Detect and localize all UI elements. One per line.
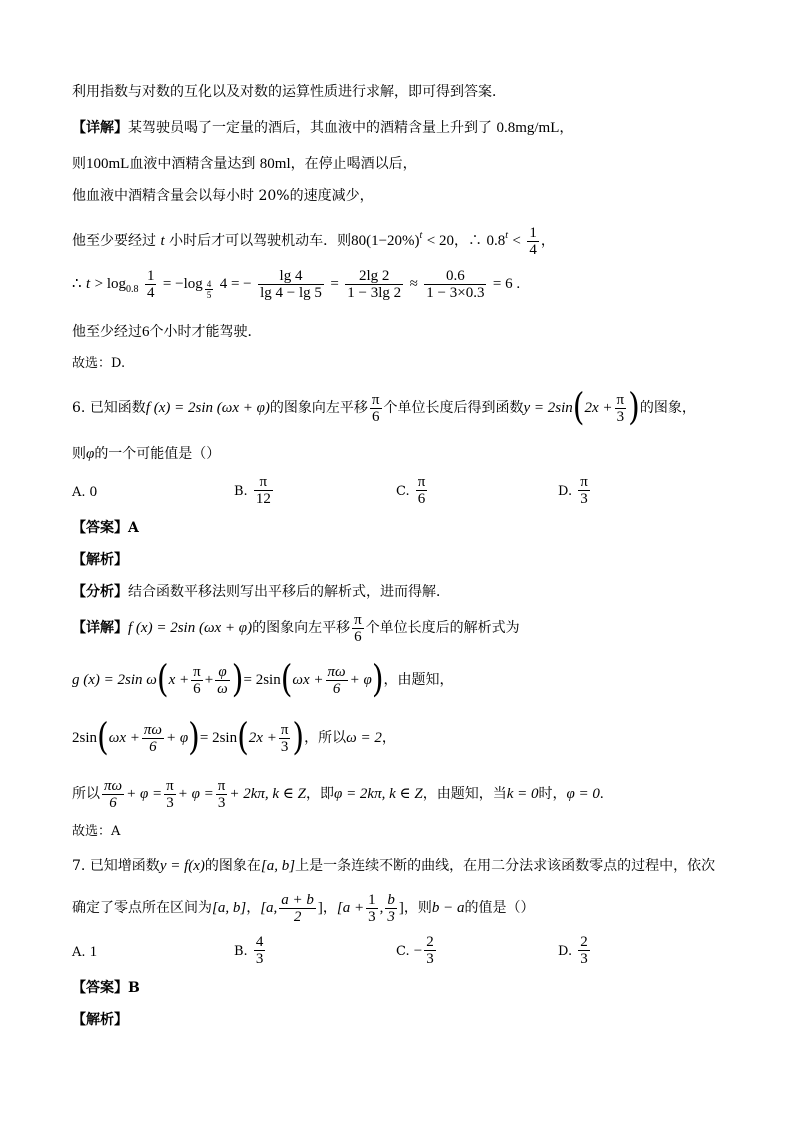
text: 个单位长度后得到函数 bbox=[383, 400, 524, 416]
text-fragment: ωx + bbox=[108, 730, 140, 746]
text-fragment: 的图象向左平移 bbox=[252, 620, 351, 636]
text-fragment: + φ bbox=[165, 730, 189, 746]
text-fragment: [a, b] bbox=[212, 900, 247, 916]
text-fragment: ，由题知，当 bbox=[422, 786, 507, 802]
detail-line-5 bbox=[72, 264, 520, 310]
question-6-line-1 bbox=[72, 385, 696, 430]
text: 的图象向左平移 bbox=[269, 400, 368, 416]
text-fragment: ωx + bbox=[292, 672, 324, 688]
q6-answer bbox=[72, 518, 139, 538]
text-fragment: B. bbox=[234, 484, 248, 499]
parenthesis: ( bbox=[572, 385, 585, 430]
math: < 20 bbox=[426, 233, 454, 249]
math: 100mL bbox=[86, 156, 130, 172]
text-fragment: 【详解】 bbox=[72, 620, 128, 636]
text: 他至少要经过 bbox=[72, 233, 156, 249]
text-fragment: D. bbox=[558, 944, 573, 959]
text-fragment: πω bbox=[143, 721, 162, 738]
text-fragment: 【答案】A bbox=[72, 520, 139, 536]
math: = −log bbox=[162, 276, 203, 292]
parenthesis: ) bbox=[188, 715, 200, 760]
detail-line-6 bbox=[72, 322, 262, 342]
parenthesis: ( bbox=[97, 715, 109, 760]
parenthesis: ) bbox=[371, 657, 384, 702]
text: ， bbox=[559, 120, 574, 136]
fraction bbox=[258, 268, 324, 301]
text-fragment: 已知增函数 bbox=[89, 858, 160, 874]
q6-choice-c[interactable] bbox=[396, 474, 429, 507]
q7-choice-b[interactable] bbox=[234, 934, 267, 967]
text-fragment: π bbox=[616, 391, 625, 408]
fraction bbox=[191, 664, 203, 697]
text-fragment: = 2sin bbox=[199, 730, 238, 746]
math: 4 = − bbox=[219, 276, 252, 292]
text-fragment: lg 4 bbox=[258, 268, 324, 285]
text-fragment: 0 bbox=[89, 484, 98, 500]
q7-analysis-heading bbox=[72, 1010, 128, 1030]
text-fragment: 7. bbox=[72, 858, 86, 874]
q6-choice-d[interactable] bbox=[558, 474, 592, 507]
detail-line-4 bbox=[72, 218, 555, 259]
question-7-line-2 bbox=[72, 888, 535, 928]
math: ∴ bbox=[72, 276, 82, 292]
choose-line bbox=[72, 354, 125, 374]
text-fragment: ， bbox=[246, 900, 261, 916]
text-fragment: 6 bbox=[193, 680, 201, 697]
math: = 6 . bbox=[492, 276, 521, 292]
text-fragment: π bbox=[354, 611, 362, 628]
text-fragment: 上是一条连续不断的曲线，在用二分法求该函数零点的过程中，依次 bbox=[295, 858, 716, 874]
text-fragment: 6 bbox=[332, 680, 341, 697]
parenthesis: ) bbox=[231, 657, 244, 702]
fraction bbox=[370, 392, 382, 425]
text-fragment: 时， bbox=[538, 786, 567, 802]
text-fragment: 6 bbox=[417, 491, 426, 507]
math: φ bbox=[86, 446, 95, 462]
text-fragment: 3 bbox=[280, 738, 289, 755]
text-fragment: π bbox=[193, 663, 201, 680]
text-fragment: 3 bbox=[255, 951, 264, 967]
detail-line-2 bbox=[72, 154, 417, 174]
fraction bbox=[102, 778, 124, 811]
text: 则 bbox=[72, 156, 86, 172]
text-fragment: f (x) = 2sin (ωx + φ) bbox=[128, 620, 253, 636]
fraction bbox=[215, 664, 230, 697]
text: 个小时才能驾驶． bbox=[149, 324, 262, 340]
text-fragment: πω bbox=[327, 663, 346, 680]
text: 的图象， bbox=[639, 400, 696, 416]
text-fragment: g (x) = 2sin ω bbox=[72, 672, 157, 688]
text-fragment: 6 bbox=[149, 738, 157, 755]
text-fragment: 所以 bbox=[72, 786, 100, 802]
parenthesis: ) bbox=[628, 385, 640, 430]
text-fragment: . bbox=[599, 786, 604, 802]
math: < bbox=[512, 233, 521, 249]
exponent: t bbox=[505, 230, 508, 241]
math: ≈ bbox=[409, 276, 418, 292]
fraction bbox=[164, 778, 176, 811]
fraction bbox=[424, 268, 486, 301]
q6-detail-line-4 bbox=[72, 774, 604, 814]
math: 80ml bbox=[259, 156, 291, 172]
math: 2x + bbox=[584, 400, 613, 416]
math-sub: 0.8 bbox=[126, 284, 139, 295]
text-fragment: 4 bbox=[529, 241, 537, 258]
math-var: t bbox=[86, 276, 91, 292]
text: 已知函数 bbox=[89, 400, 146, 416]
fraction bbox=[416, 474, 428, 507]
text-fragment: 6 bbox=[354, 628, 362, 645]
text-fragment: 2lg 2 bbox=[345, 268, 403, 285]
text: 故选：D. bbox=[72, 356, 126, 371]
fraction bbox=[279, 892, 316, 925]
text-fragment: 3 bbox=[616, 408, 625, 425]
fraction bbox=[216, 778, 228, 811]
text-fragment: 6 bbox=[371, 408, 380, 425]
text-fragment: 的图象在 bbox=[204, 858, 261, 874]
text-fragment: a + b bbox=[281, 891, 314, 908]
text-fragment: 3 bbox=[580, 951, 588, 967]
q6-detail-line-2 bbox=[72, 657, 454, 702]
text-fragment: ，由题知， bbox=[383, 672, 454, 688]
text: 他血液中酒精含量会以每小时 20%的速度减少， bbox=[72, 188, 374, 204]
q6-choice-b[interactable] bbox=[234, 474, 275, 507]
text-fragment: b bbox=[387, 891, 395, 908]
q7-choice-c[interactable] bbox=[396, 934, 438, 967]
text: 利用指数与对数的互化以及对数的运算性质进行求解，即可得到答案． bbox=[72, 84, 506, 100]
text-fragment: ω = 2 bbox=[346, 730, 382, 746]
text-fragment: lg 4 − lg 5 bbox=[260, 284, 322, 301]
text-fragment: 4 bbox=[255, 934, 264, 950]
text-fragment: 2 bbox=[426, 934, 434, 950]
q7-choice-d[interactable] bbox=[558, 934, 592, 967]
text: 小时后才可以驾驶机动车．则 bbox=[169, 233, 352, 249]
fraction bbox=[279, 722, 291, 755]
q6-detail-line-3 bbox=[72, 715, 396, 760]
text-fragment: + 2kπ, k ∈ Z bbox=[229, 786, 307, 802]
question-number: 6. bbox=[72, 400, 86, 416]
text-fragment: [a, b] bbox=[260, 858, 296, 874]
text-fragment: 12 bbox=[255, 491, 271, 507]
text-fragment: D. bbox=[558, 484, 573, 499]
text-fragment: 1 − 3×0.3 bbox=[426, 284, 485, 301]
text-fragment: ω bbox=[217, 680, 228, 697]
text-fragment: A. bbox=[72, 485, 86, 500]
text-fragment: π bbox=[417, 474, 426, 490]
solution-intro-line bbox=[72, 82, 506, 102]
fraction bbox=[385, 892, 397, 925]
detail-line-1 bbox=[72, 118, 573, 138]
text-fragment: 1 − 3lg 2 bbox=[347, 284, 402, 301]
text-fragment: + φ = bbox=[126, 786, 163, 802]
text-fragment: 个单位长度后的解析式为 bbox=[365, 620, 520, 636]
parenthesis: ) bbox=[292, 715, 305, 760]
text-fragment: ，所以 bbox=[304, 730, 347, 746]
text-fragment: φ bbox=[215, 664, 230, 681]
text-fragment: b − a bbox=[431, 900, 465, 916]
text-fragment: ，则 bbox=[403, 900, 432, 916]
text-fragment: 3 bbox=[426, 951, 434, 967]
fraction bbox=[254, 474, 273, 507]
text-fragment: , bbox=[379, 900, 384, 916]
text-fragment: π bbox=[254, 474, 273, 491]
text-fragment: ， bbox=[322, 900, 337, 916]
text-fragment: = 2sin bbox=[243, 672, 281, 688]
text: 他至少经过 bbox=[72, 324, 142, 340]
text-fragment: x + bbox=[168, 672, 190, 688]
math: f (x) = 2sin (ωx + φ) bbox=[145, 400, 270, 416]
text-fragment: + φ bbox=[349, 672, 372, 688]
math-var: t bbox=[160, 233, 165, 249]
parenthesis: ( bbox=[280, 657, 293, 702]
text-fragment: 的值是（） bbox=[464, 900, 535, 916]
fraction bbox=[615, 392, 627, 425]
math: 6 bbox=[142, 324, 150, 340]
text-fragment: ，即 bbox=[306, 786, 335, 802]
question-7-line-1 bbox=[72, 856, 715, 876]
text-fragment: C. bbox=[396, 944, 410, 959]
text-fragment: π bbox=[371, 391, 380, 408]
fraction bbox=[578, 474, 590, 507]
text: 血液中酒精含量达到 bbox=[129, 156, 256, 172]
math: y = 2sin bbox=[523, 400, 573, 416]
text-fragment: 2 bbox=[293, 908, 302, 925]
fraction bbox=[254, 934, 266, 967]
text: ，在停止喝酒以后， bbox=[290, 156, 417, 172]
text-fragment: 2 bbox=[580, 934, 588, 950]
q6-analysis-heading bbox=[72, 550, 128, 570]
text-fragment: 2x + bbox=[248, 730, 277, 746]
math: 0.8mg/mL bbox=[496, 120, 560, 136]
text-fragment: [a + bbox=[336, 900, 365, 916]
text-fragment: + bbox=[204, 672, 214, 688]
math: 80(1−20%) bbox=[351, 233, 420, 249]
parenthesis: ( bbox=[156, 657, 169, 702]
text-fragment: 1 bbox=[529, 224, 537, 241]
fraction bbox=[326, 664, 348, 697]
question-6-line-2 bbox=[72, 444, 220, 464]
text-fragment: 确定了零点所在区间为 bbox=[72, 900, 212, 916]
q6-choice-a[interactable] bbox=[72, 482, 97, 503]
text-fragment: 4 bbox=[146, 284, 155, 301]
text-fragment: 3 bbox=[368, 908, 376, 925]
text-fragment: 1 bbox=[368, 891, 376, 908]
math: 0.8 bbox=[486, 233, 506, 249]
q6-fenxi-line bbox=[72, 582, 450, 602]
fraction bbox=[352, 612, 364, 645]
fraction bbox=[366, 892, 378, 925]
text-fragment: 1 bbox=[146, 267, 155, 284]
text-fragment: π bbox=[580, 474, 588, 490]
q6-choose bbox=[72, 822, 120, 842]
math: = bbox=[330, 276, 339, 292]
text-fragment: B. bbox=[234, 944, 248, 959]
text-fragment: 1 bbox=[89, 944, 98, 960]
fraction bbox=[527, 225, 539, 258]
text-fragment: 【解析】 bbox=[72, 1012, 128, 1028]
detail-line-3 bbox=[72, 186, 374, 206]
text-fragment: π bbox=[217, 777, 226, 794]
text-fragment: 【分析】 bbox=[72, 584, 128, 600]
text-fragment: − bbox=[413, 943, 423, 959]
text-fragment: y = f(x) bbox=[159, 858, 205, 874]
text-fragment: ， bbox=[381, 730, 396, 746]
text-fragment: 3 bbox=[217, 794, 226, 811]
text-fragment: + φ = bbox=[177, 786, 214, 802]
text-fragment: ] bbox=[398, 900, 404, 916]
text: 的一个可能值是（） bbox=[94, 446, 221, 462]
text-fragment: k = 0 bbox=[506, 786, 539, 802]
subscript-fraction bbox=[205, 279, 214, 300]
fraction bbox=[578, 934, 590, 967]
fraction bbox=[424, 934, 436, 967]
text-fragment: π bbox=[280, 721, 289, 738]
fraction bbox=[345, 268, 403, 301]
text-fragment: φ = 2kπ, k ∈ Z bbox=[334, 786, 423, 802]
text-fragment: 0.6 bbox=[424, 268, 486, 285]
text-fragment: 【解析】 bbox=[72, 552, 128, 568]
text-fragment: 故选：A bbox=[72, 824, 121, 839]
fraction bbox=[145, 268, 157, 301]
text-fragment: π bbox=[166, 777, 174, 794]
text-fragment: A. bbox=[72, 945, 86, 960]
q7-answer bbox=[72, 978, 140, 998]
text-fragment: 3 bbox=[580, 491, 588, 507]
text-fragment: ] bbox=[317, 900, 323, 916]
fraction bbox=[142, 722, 164, 755]
parenthesis: ( bbox=[237, 715, 249, 760]
text-fragment: C. bbox=[396, 484, 410, 499]
text-fragment: φ = 0 bbox=[566, 786, 600, 802]
detail-tag: 【详解】 bbox=[72, 120, 128, 136]
text: ，∴ bbox=[453, 233, 482, 249]
q6-detail-line-1 bbox=[72, 608, 520, 648]
exponent: t bbox=[419, 230, 423, 241]
text-fragment: 3 bbox=[387, 908, 395, 925]
text-fragment: 6 bbox=[109, 794, 117, 811]
text-fragment: 4 bbox=[206, 279, 212, 289]
text-fragment: 3 bbox=[166, 794, 174, 811]
text: 某驾驶员喝了一定量的酒后，其血液中的酒精含量上升到了 bbox=[128, 120, 492, 136]
text-fragment: 结合函数平移法则写出平移后的解析式，进而得解． bbox=[128, 584, 450, 600]
text-fragment: [a, bbox=[260, 900, 278, 916]
math: > log bbox=[94, 276, 127, 292]
text-fragment: πω bbox=[104, 777, 123, 794]
text-fragment: 2sin bbox=[72, 730, 98, 746]
text: 则 bbox=[72, 446, 86, 462]
text-fragment: 5 bbox=[206, 290, 212, 300]
text: ， bbox=[540, 233, 555, 249]
q7-choice-a[interactable] bbox=[72, 942, 97, 963]
text-fragment: 【答案】B bbox=[72, 980, 140, 996]
